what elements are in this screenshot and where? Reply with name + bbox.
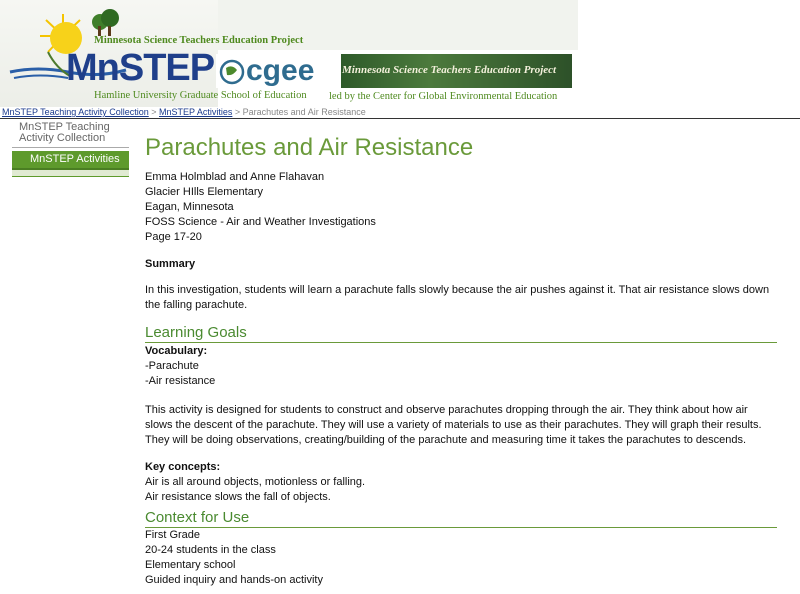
author-info [145,170,777,245]
breadcrumb-link-activities[interactable]: MnSTEP Activities [159,107,233,117]
site-banner [0,0,800,107]
context-item: Elementary school [145,559,236,571]
globe-icon [218,58,246,86]
key-concept: Air is all around objects, motionless or falling. [145,476,366,488]
key-concept: Air resistance slows the fall of objects. [145,491,331,503]
context-item: Guided inquiry and hands-on activity [145,574,323,586]
summary-label: Summary [145,258,196,270]
breadcrumb-current: Parachutes and Air Resistance [242,107,366,117]
school: Glacier HIlls Elementary [145,186,263,198]
sidebar-item-activities[interactable]: MnSTEP Activities [12,151,129,170]
city: Eagan, Minnesota [145,201,234,213]
context-item: First Grade [145,529,201,541]
university-label: Hamline University Graduate School of Education [94,90,307,101]
authors: Emma Holmblad and Anne Flahavan [145,171,325,183]
breadcrumb-link-collection[interactable]: MnSTEP Teaching Activity Collection [2,107,149,117]
vocabulary-label: Vocabulary: [145,345,208,357]
header-divider [0,118,800,119]
page-reference: Page 17-20 [145,231,202,243]
goals-description: This activity is designed for students to construct and observe parachutes dropping through the air. They think about how air slows the descent of the parachute. They will use a variety of materials to use as their parachutes. They will graph their results. They will be doing observations, creating/building of the parachute and measuring time it takes the parachutes to descends. [145,404,762,446]
vocabulary-item: -Air resistance [145,375,216,387]
breadcrumb [2,107,366,117]
breadcrumb-separator: > [148,107,160,117]
mnstep-logo[interactable]: MnSTEP [66,47,215,89]
vocabulary-item: -Parachute [145,360,199,372]
context-item: 20-24 students in the class [145,544,276,556]
source: FOSS Science - Air and Weather Investigations [145,216,376,228]
page-title: Parachutes and Air Resistance [145,134,474,161]
sidebar-heading[interactable]: MnSTEP Teaching Activity Collection [12,120,129,148]
sidebar [12,120,129,177]
cgee-subtitle: led by the Center for Global Environmental Education [329,91,558,102]
sidebar-footer-bar [12,170,129,177]
project-tagline: Minnesota Science Teachers Education Project [94,35,304,46]
key-concepts-label: Key concepts: [145,461,221,473]
cgee-tagline: Minnesota Science Teachers Education Project [342,64,557,76]
learning-goals-heading: Learning Goals [145,324,777,343]
main-content [145,132,777,588]
cgee-logo[interactable]: cgee [246,54,315,87]
context-for-use-heading: Context for Use [145,509,777,528]
breadcrumb-separator: > [232,107,243,117]
summary-text: In this investigation, students will learn a parachute falls slowly because the air pushes against it. That air resistance slows down the falling parachute. [145,284,770,311]
